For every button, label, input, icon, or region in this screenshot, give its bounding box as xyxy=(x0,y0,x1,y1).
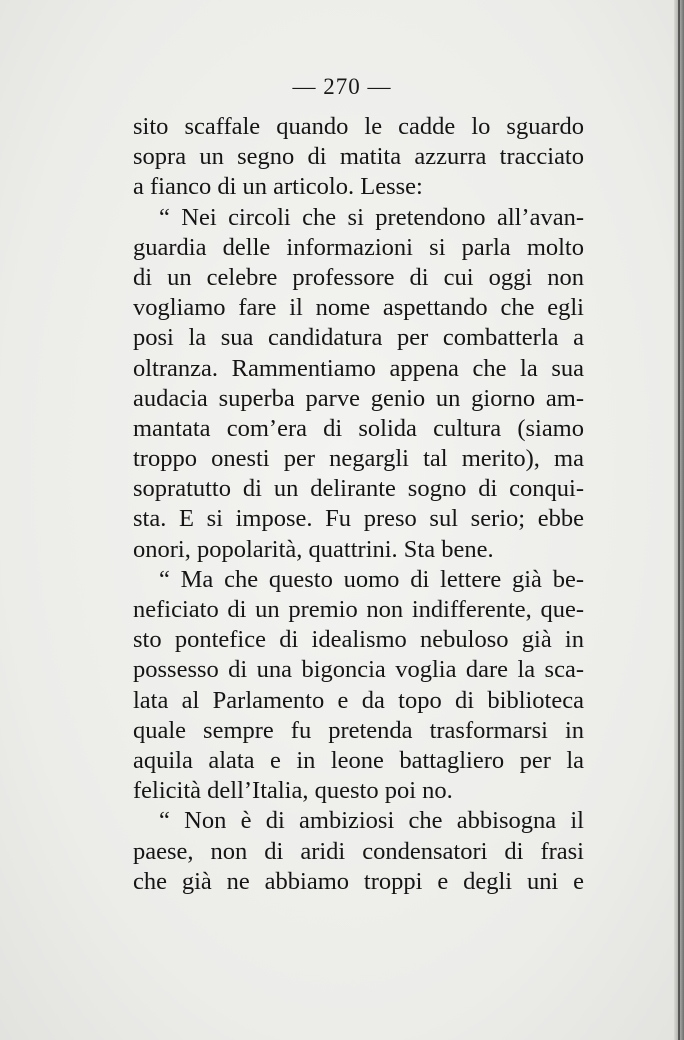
text-line: sito scaffale quando le cadde lo sguardo xyxy=(133,113,584,140)
text-line: che già ne abbiamo troppi e degli uni e xyxy=(133,867,584,895)
text-line: lata al Parlamento e da topo di biblioteca xyxy=(133,686,584,714)
text-line: “ Ma che questo uomo di lettere già be- xyxy=(159,565,584,593)
text-line: oltranza. Rammentiamo appena che la sua xyxy=(133,354,584,382)
text-line: troppo onesti per negargli tal merito), ma xyxy=(133,445,584,473)
text-line: posi la sua candidatura per combatterla a xyxy=(133,324,584,352)
text-line: guardia delle informazioni si parla molto xyxy=(133,233,584,261)
text-line: paese, non di aridi condensatori di frasi xyxy=(133,837,584,865)
text-line: possesso di una bigoncia voglia dare la sca- xyxy=(133,656,584,684)
text-line: sopra un segno di matita azzurra tracciato xyxy=(133,143,584,171)
text-line: aquila alata e in leone battagliero per la xyxy=(133,746,584,774)
page-edge-line xyxy=(678,0,680,1040)
text-line: mantata com’era di solida cultura (siamo xyxy=(133,414,584,442)
text-line: a fianco di un articolo. Lesse: xyxy=(133,173,423,201)
text-line: “ Nei circoli che si pretendono all’avan- xyxy=(159,203,584,231)
text-line: sto pontefice di idealismo nebuloso già in xyxy=(133,626,584,654)
body-text xyxy=(133,112,584,897)
text-line: “ Non è di ambiziosi che abbisogna il xyxy=(159,807,584,835)
text-line: neficiato di un premio non indifferente, que- xyxy=(133,596,584,623)
text-line: vogliamo fare il nome aspettando che egli xyxy=(133,294,584,322)
text-line: di un celebre professore di cui oggi non xyxy=(133,263,584,291)
text-line: sta. E si impose. Fu preso sul serio; ebbe xyxy=(133,505,584,533)
text-line: sopratutto di un delirante sogno di conqui- xyxy=(133,475,584,503)
text-line: onori, popolarità, quattrini. Sta bene. xyxy=(133,535,494,563)
page-number: — 270 — xyxy=(292,74,392,99)
text-line: felicità dell’Italia, questo poi no. xyxy=(133,777,453,805)
text-line: audacia superba parve genio un giorno am- xyxy=(133,384,584,412)
text-line: quale sempre fu pretenda trasformarsi in xyxy=(133,716,584,744)
